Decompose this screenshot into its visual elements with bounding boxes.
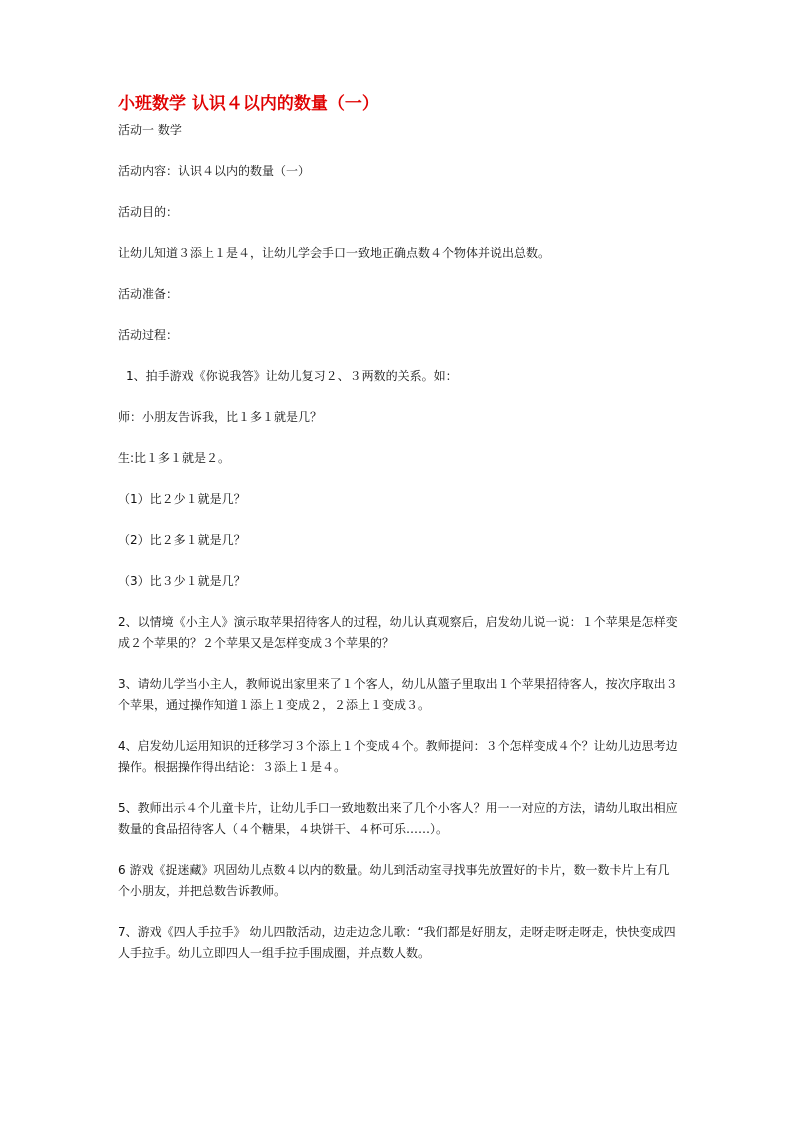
teacher-question: 师：小朋友告诉我，比１多１就是几？: [118, 410, 323, 424]
activity-prep-label: 活动准备：: [118, 287, 179, 301]
step-2: 2、以情境《小主人》演示取苹果招待客人的过程，幼儿认真观察后，启发幼儿说一说：１个苹果是怎样变成２个苹果的？２个苹果又是怎样变成３个苹果的？: [118, 615, 678, 650]
activity-goal-label: 活动目的：: [118, 205, 179, 219]
step-6: 6 游戏《捉迷藏》巩固幼儿点数４以内的数量。幼儿到活动室寻找事先放置好的卡片，数一数卡片上有几个小朋友，并把总数告诉教师。: [118, 863, 670, 898]
question-3: （3）比３少１就是几？: [118, 574, 246, 588]
activity-process-label: 活动过程：: [118, 328, 179, 342]
step-3: 3、请幼儿学当小主人，教师说出家里来了１个客人，幼儿从篮子里取出１个苹果招待客人，按次序取出３个苹果，通过操作知道１添上１变成２，２添上１变成３。: [118, 677, 678, 712]
document-title: 小班数学 认识４以内的数量（一）: [118, 94, 379, 114]
student-answer: 生:比１多１就是２。: [118, 451, 231, 465]
activity-goal-text: 让幼儿知道３添上１是４，让幼儿学会手口一致地正确点数４个物体并说出总数。: [118, 246, 551, 260]
question-1: （1）比２少１就是几？: [118, 492, 246, 506]
step-4: 4、启发幼儿运用知识的迁移学习３个添上１个变成４个。教师提问：３个怎样变成４个？让幼儿边思考边操作。根据操作得出结论：３添上１是４。: [118, 739, 678, 774]
document-page: [118, 92, 678, 964]
step-7: 7、游戏《四人手拉手》 幼儿四散活动，边走边念儿歌：“我们都是好朋友，走呀走呀走呀走，快快变成四人手拉手。幼儿立即四人一组手拉手围成圈，并点数人数。: [118, 925, 676, 960]
step-5: 5、教师出示４个儿童卡片，让幼儿手口一致地数出来了几个小客人？用一一对应的方法，请幼儿取出相应数量的食品招待客人（４个糖果，４块饼干、４杯可乐……）。: [118, 801, 678, 836]
activity-content: 活动内容：认识４以内的数量（一）: [118, 164, 311, 178]
step-1: 1、拍手游戏《你说我答》让幼儿复习２、３两数的关系。如：: [126, 369, 458, 383]
question-2: （2）比２多１就是几？: [118, 533, 246, 547]
activity-subject: 活动一 数学: [118, 123, 182, 137]
